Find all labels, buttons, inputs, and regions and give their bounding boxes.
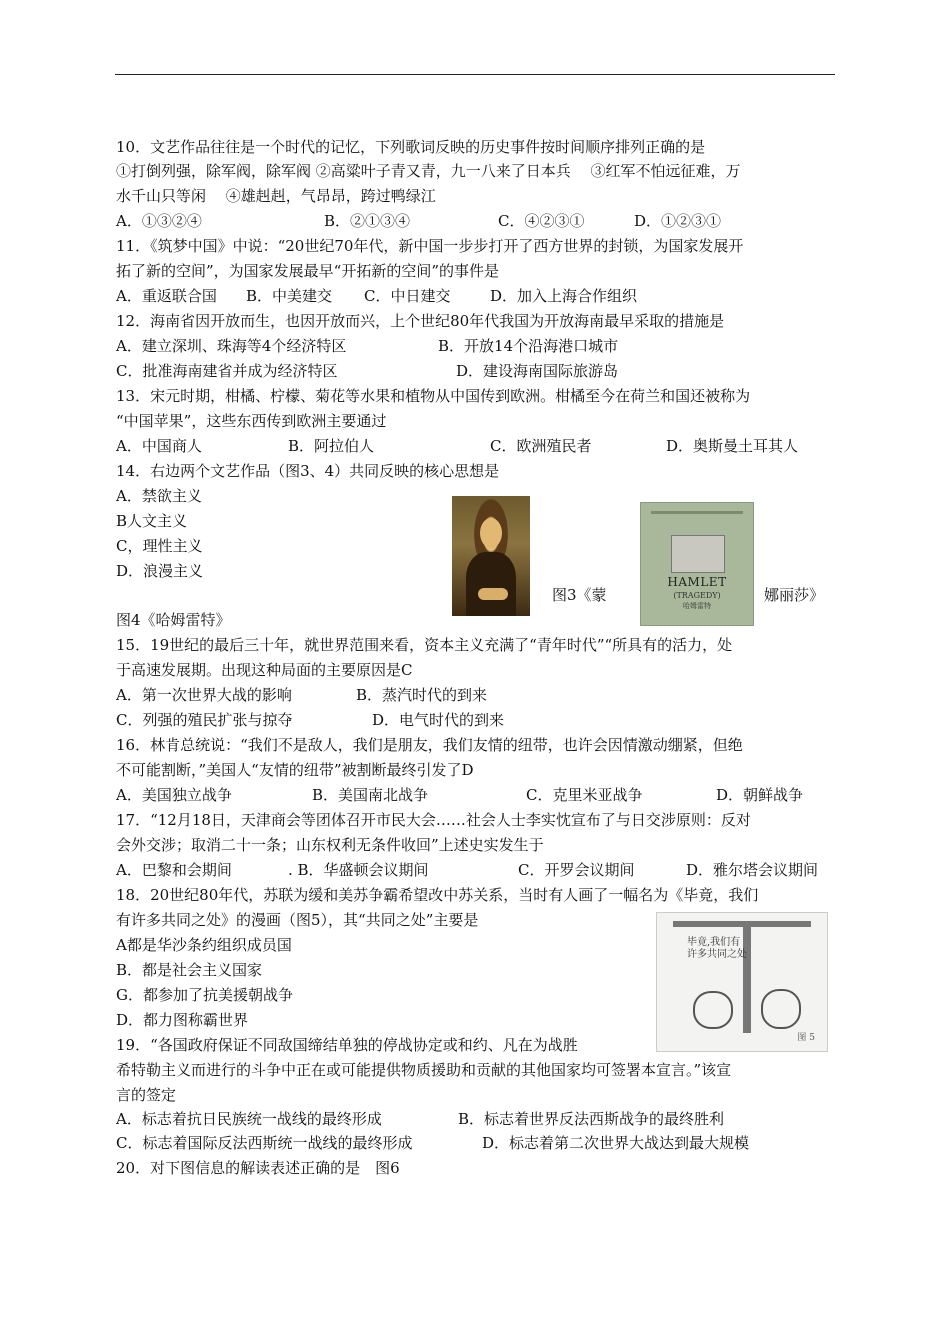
- q12-option-c[interactable]: C．批准海南建省并成为经济特区: [116, 362, 338, 380]
- fig3-caption-part2: 娜丽莎》: [764, 586, 825, 604]
- q17-option-a[interactable]: A．巴黎和会期间: [116, 861, 232, 879]
- q15-option-a[interactable]: A．第一次世界大战的影响: [116, 686, 292, 704]
- q15-option-d[interactable]: D．电气时代的到来: [372, 711, 505, 729]
- q16-option-c[interactable]: C．克里米亚战争: [526, 786, 643, 804]
- q12-option-a[interactable]: A．建立深圳、珠海等4个经济特区: [116, 337, 347, 355]
- q14-option-a[interactable]: A．禁欲主义: [116, 487, 202, 505]
- q10-option-d[interactable]: D．①②③①: [634, 212, 722, 230]
- q10-line3: 水千山只等闲 ④雄赳赳，气昂昂，跨过鸭绿江: [116, 187, 436, 205]
- q19-option-b[interactable]: B．标志着世界反法西斯战争的最终胜利: [458, 1110, 725, 1128]
- q20-stem: 20．对下图信息的解读表述正确的是 图6: [116, 1159, 400, 1177]
- cartoon-image: [656, 912, 828, 1052]
- q11-option-a[interactable]: A．重返联合国: [116, 287, 217, 305]
- cartoon-text-line2: 许多共同之处: [687, 949, 747, 960]
- q18-stem: 18．20世纪80年代，苏联为缓和美苏争霸希望改中苏关系，当时有人画了一幅名为《毕竟，我们: [116, 886, 759, 904]
- q16-option-b[interactable]: B．美国南北战争: [312, 786, 429, 804]
- fig3-caption-part1: 图3《蒙: [552, 586, 607, 604]
- q13-option-b[interactable]: B．阿拉伯人: [288, 437, 375, 455]
- q19-option-d[interactable]: D．标志着第二次世界大战达到最大规模: [482, 1134, 750, 1152]
- q13-option-a[interactable]: A．中国商人: [116, 437, 202, 455]
- q17-option-c[interactable]: C．开罗会议期间: [518, 861, 635, 879]
- fig4-caption: 图4《哈姆雷特》: [116, 611, 231, 629]
- cartoon-caption: 图 5: [797, 1033, 815, 1043]
- q15-stem: 15．19世纪的最后三十年，就世界范围来看，资本主义充满了“青年时代”“所具有的活力，处: [116, 636, 733, 654]
- q10-option-a[interactable]: A．①③②④: [116, 212, 202, 230]
- q10-option-b[interactable]: B．②①③④: [324, 212, 411, 230]
- hamlet-book-chinese: 哈姆雷特: [683, 602, 711, 610]
- q11-line2: 拓了新的空间”，为国家发展最早“开拓新的空间”的事件是: [116, 262, 500, 280]
- q16-option-d[interactable]: D．朝鲜战争: [716, 786, 804, 804]
- hamlet-book-image: [640, 502, 754, 626]
- q13-line2: “中国苹果”，这些东西传到欧洲主要通过: [116, 412, 387, 430]
- q16-stem: 16．林肯总统说：“我们不是敌人，我们是朋友，我们友情的纽带，也许会因情激动绷紧，但绝: [116, 736, 743, 754]
- hamlet-book-title: HAMLET: [667, 575, 727, 589]
- q13-stem: 13．宋元时期，柑橘、柠檬、菊花等水果和植物从中国传到欧洲。柑橘至今在荷兰和国还被称为: [116, 387, 751, 405]
- q14-option-c[interactable]: C，理性主义: [116, 537, 203, 555]
- q10-option-c[interactable]: C．④②③①: [498, 212, 585, 230]
- q19-option-a[interactable]: A．标志着抗日民族统一战线的最终形成: [116, 1110, 382, 1128]
- q19-stem: 19．“各国政府保证不同敌国缔结单独的停战协定或和约、凡在为战胜: [116, 1036, 578, 1054]
- q17-option-b[interactable]: . B．华盛顿会议期间: [288, 861, 429, 879]
- q14-stem: 14．右边两个文艺作品（图3、4）共同反映的核心思想是: [116, 462, 500, 480]
- q19-line3: 言的签定: [116, 1086, 177, 1104]
- q18-option-b[interactable]: B．都是社会主义国家: [116, 961, 263, 979]
- q12-stem: 12．海南省因开放而生，也因开放而兴，上个世纪80年代我国为开放海南最早采取的措施是: [116, 312, 725, 330]
- q19-option-c[interactable]: C．标志着国际反法西斯统一战线的最终形成: [116, 1134, 413, 1152]
- q17-option-d[interactable]: D．雅尔塔会议期间: [686, 861, 819, 879]
- q18-option-d[interactable]: D．都力图称霸世界: [116, 1011, 249, 1029]
- q12-option-d[interactable]: D．建设海南国际旅游岛: [456, 362, 619, 380]
- cartoon-bear-figure: [693, 991, 733, 1029]
- cartoon-text: [687, 937, 747, 961]
- q11-option-d[interactable]: D．加入上海合作组织: [490, 287, 638, 305]
- q11-option-b[interactable]: B．中美建交: [246, 287, 333, 305]
- q15-option-b[interactable]: B．蒸汽时代的到来: [356, 686, 488, 704]
- q11-option-c[interactable]: C．中日建交: [364, 287, 451, 305]
- q14-option-b[interactable]: B人文主义: [116, 512, 188, 530]
- q18-option-c[interactable]: G．都参加了抗美援朝战争: [116, 986, 293, 1004]
- q10-stem: 10．文艺作品往往是一个时代的记忆，下列歌词反映的历史事件按时间顺序排列正确的是: [116, 138, 706, 156]
- q15-line2: 于高速发展期。出现这种局面的主要原因是C: [116, 661, 413, 679]
- q18-line2: 有许多共同之处》的漫画（图5），其“共同之处”主要是: [116, 911, 479, 929]
- q14-option-d[interactable]: D．浪漫主义: [116, 562, 204, 580]
- q13-option-c[interactable]: C．欧洲殖民者: [490, 437, 592, 455]
- mona-lisa-image: [452, 496, 530, 616]
- cartoon-text-line1: 毕竟,我们有: [687, 937, 741, 948]
- q17-stem: 17．“12月18日，天津商会等团体召开市民大会……社会人士李实忱宣布了与日交涉原则：反对: [116, 811, 751, 829]
- q11-stem: 11．《筑梦中国》中说：“20世纪70年代，新中国一步步打开了西方世界的封锁，为国家发展开: [116, 237, 744, 255]
- header-rule: [115, 74, 835, 75]
- cartoon-panda-figure: [761, 989, 801, 1029]
- q18-option-a[interactable]: A都是华沙条约组织成员国: [116, 936, 292, 954]
- q17-line2: 会外交涉；取消二十一条；山东权利无条件收回”上述史实发生于: [116, 836, 544, 854]
- q16-line2: 不可能割断，”美国人“友情的纽带”被割断最终引发了D: [116, 761, 474, 779]
- q10-line2: ①打倒列强，除军阀，除军阀 ②高粱叶子青又青，九一八来了日本兵 ③红军不怕远征难，万: [116, 162, 741, 180]
- q12-option-b[interactable]: B．开放14个沿海港口城市: [438, 337, 619, 355]
- hamlet-book-subtitle: (TRAGEDY): [673, 591, 721, 600]
- q19-line2: 希特勒主义而进行的斗争中正在或可能提供物质援助和贡献的其他国家均可签署本宣言。”该宣: [116, 1061, 732, 1079]
- q13-option-d[interactable]: D．奥斯曼土耳其人: [666, 437, 799, 455]
- q16-option-a[interactable]: A．美国独立战争: [116, 786, 232, 804]
- q15-option-c[interactable]: C．列强的殖民扩张与掠夺: [116, 711, 293, 729]
